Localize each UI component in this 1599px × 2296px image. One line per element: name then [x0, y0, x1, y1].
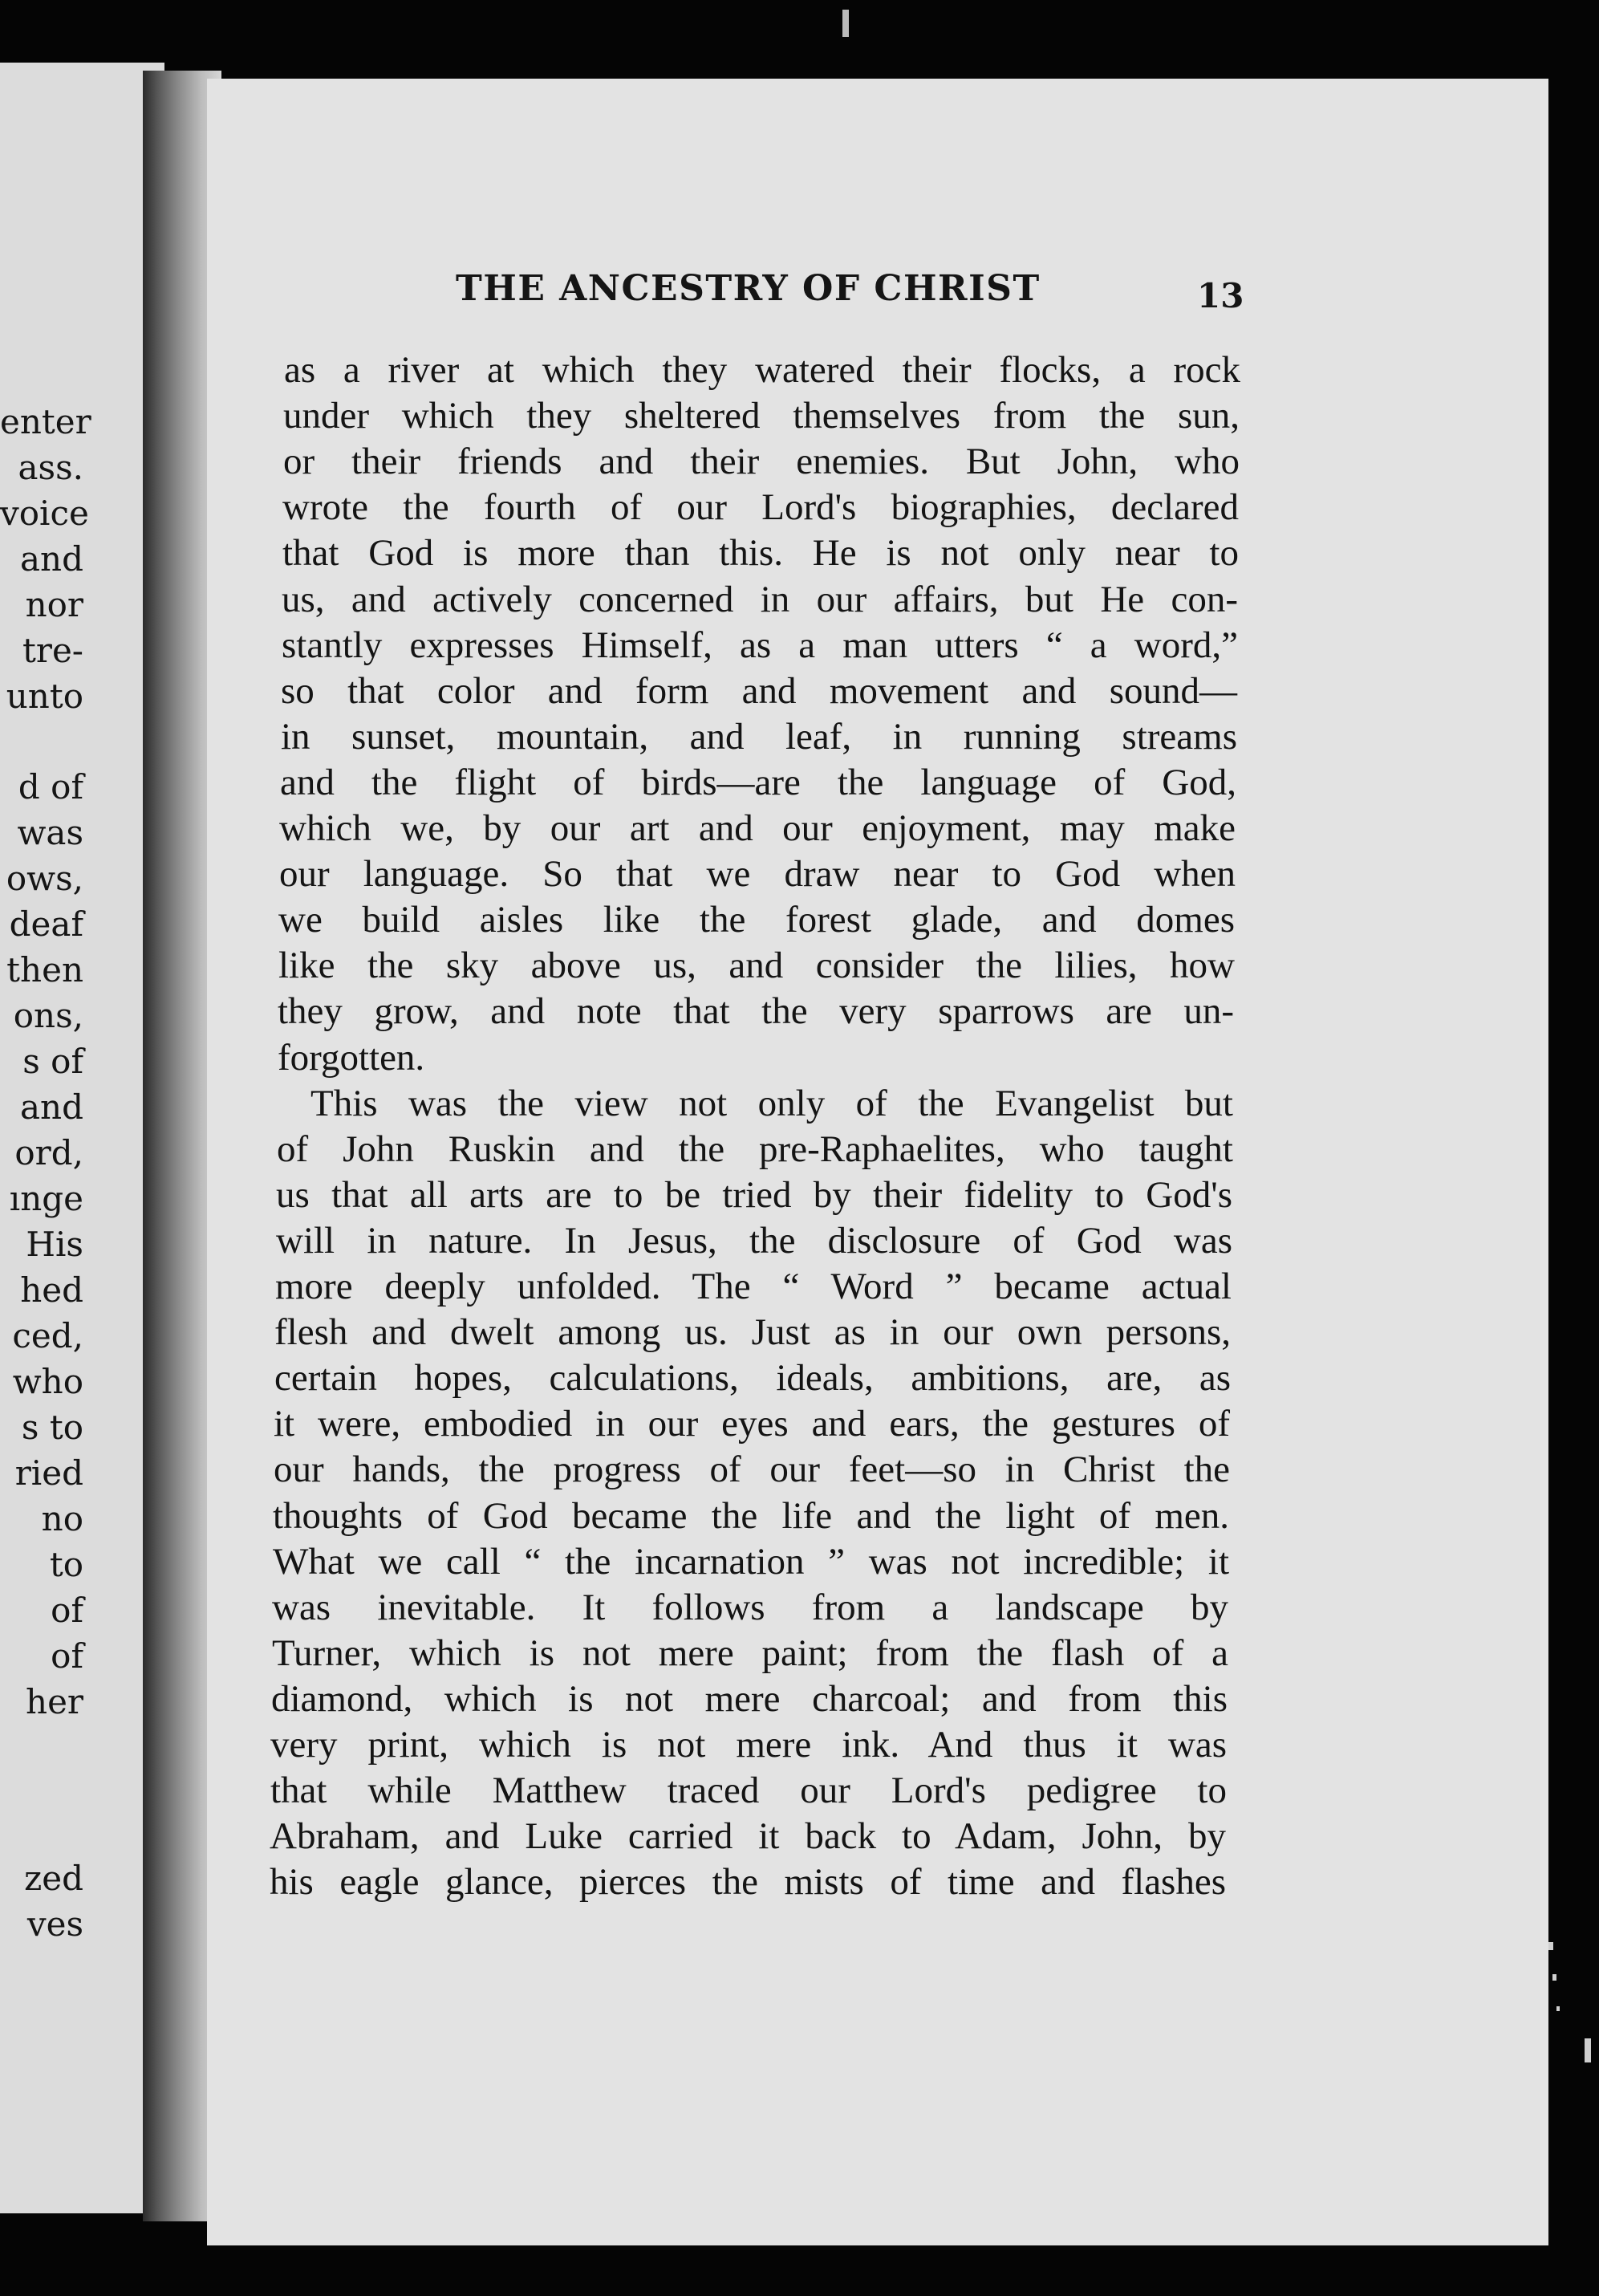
scan-speck — [842, 10, 849, 37]
body-text-line: flesh and dwelt among us. Just as in our own persons, — [274, 1311, 1231, 1353]
scan-speck — [1552, 1974, 1556, 1981]
body-text-line: wrote the fourth of our Lord's biographies, declared — [282, 486, 1239, 528]
left-page-line-fragment: was — [17, 813, 83, 852]
body-text-line: we build aisles like the forest glade, and domes — [278, 899, 1235, 941]
body-text-line: his eagle glance, pierces the mists of time and flashes — [270, 1861, 1226, 1903]
left-page-line-fragment: her — [26, 1682, 83, 1721]
left-page-line-fragment: s to — [21, 1408, 83, 1447]
left-page-line-fragment: deaf — [9, 904, 83, 944]
left-page-line-fragment: and — [20, 539, 83, 579]
left-page-line-fragment: of — [51, 1636, 83, 1676]
body-text-line: will in nature. In Jesus, the disclosure of God was — [276, 1220, 1232, 1262]
body-text-line: they grow, and note that the very sparrows are un- — [278, 990, 1234, 1032]
body-text-line: so that color and form and movement and sound— — [281, 670, 1237, 712]
scan-speck — [1556, 2006, 1560, 2011]
body-text-line: and the flight of birds—are the language of God, — [280, 762, 1236, 803]
scan-speck — [1585, 2038, 1591, 2062]
body-text-line: which we, by our art and our enjoyment, may make — [279, 807, 1236, 849]
left-page-line-fragment: and — [20, 1087, 83, 1127]
body-text-line: certain hopes, calculations, ideals, ambitions, are, as — [274, 1357, 1231, 1399]
body-text-line: us that all arts are to be tried by their fidelity to God's — [276, 1174, 1232, 1216]
left-page-line-fragment: then — [6, 950, 83, 990]
left-page-line-fragment: no — [41, 1499, 83, 1538]
left-page-line-fragment: zed — [24, 1859, 83, 1898]
left-page-line-fragment: enter — [0, 402, 91, 441]
body-text-line: that God is more than this. He is not only near to — [282, 532, 1239, 574]
left-page-line-fragment: ass. — [18, 448, 83, 487]
body-text-line: that while Matthew traced our Lord's pedigree to — [270, 1770, 1227, 1811]
left-page-line-fragment: nor — [25, 585, 83, 624]
running-head: THE ANCESTRY OF CHRIST — [456, 268, 1041, 309]
left-page-line-fragment: of — [51, 1591, 83, 1630]
left-page-line-fragment: His — [26, 1225, 83, 1264]
body-text-line: us, and actively concerned in our affairs, but He con- — [282, 579, 1238, 620]
left-page-line-fragment: unto — [6, 677, 83, 716]
left-page-line-fragment: ows, — [6, 859, 83, 898]
body-text-line: our hands, the progress of our feet—so in Christ the — [274, 1449, 1230, 1490]
left-page-line-fragment: ced, — [12, 1316, 83, 1355]
body-text-line: like the sky above us, and consider the lilies, how — [278, 945, 1235, 986]
page-number: 13 — [1197, 276, 1244, 315]
body-text-line: diamond, which is not mere charcoal; and from this — [271, 1678, 1228, 1720]
left-page-line-fragment: ves — [26, 1904, 83, 1944]
body-text-line: very print, which is not mere ink. And thus it was — [270, 1724, 1227, 1766]
left-page-line-fragment: ried — [14, 1453, 83, 1493]
body-text-line: forgotten. — [278, 1037, 425, 1079]
body-text-line: our language. So that we draw near to God when — [279, 853, 1236, 895]
body-text-line: it were, embodied in our eyes and ears, the gestures of — [274, 1403, 1230, 1445]
left-page-line-fragment: to — [49, 1545, 83, 1584]
body-text-line: more deeply unfolded. The “ Word ” became actual — [275, 1266, 1232, 1307]
body-text-line: Turner, which is not mere paint; from the flash of a — [272, 1632, 1228, 1674]
left-page-line-fragment: voice — [0, 494, 89, 533]
body-text-line: This was the view not only of the Evangelist but — [310, 1083, 1233, 1124]
body-text-line: in sunset, mountain, and leaf, in running streams — [281, 716, 1237, 758]
scan-speck — [1548, 1942, 1553, 1950]
body-text-line: Abraham, and Luke carried it back to Adam, John, by — [270, 1815, 1226, 1857]
left-page-line-fragment: ınge — [9, 1179, 83, 1218]
left-page-line-fragment: ons, — [13, 996, 83, 1035]
left-page-line-fragment: who — [12, 1362, 83, 1401]
body-text-line: What we call “ the incarnation ” was not incredible; it — [273, 1541, 1229, 1583]
body-text-line: as a river at which they watered their flocks, a rock — [284, 349, 1240, 391]
left-page-line-fragment: s of — [22, 1042, 83, 1081]
left-page-line-fragment: tre- — [22, 631, 83, 670]
body-text-line: stantly expresses Himself, as a man utters “ a word,” — [282, 624, 1238, 666]
body-text-line: of John Ruskin and the pre-Raphaelites, who taught — [277, 1128, 1233, 1170]
body-text-line: under which they sheltered themselves from the sun, — [283, 395, 1240, 437]
body-text-line: or their friends and their enemies. But John, who — [283, 441, 1240, 482]
left-page-line-fragment: d of — [18, 767, 83, 807]
left-page-line-fragment: hed — [20, 1270, 83, 1310]
body-text-line: was inevitable. It follows from a landscape by — [272, 1587, 1228, 1628]
left-page-line-fragment: ord, — [14, 1133, 83, 1172]
body-text-line: thoughts of God became the life and the light of men. — [273, 1495, 1229, 1537]
